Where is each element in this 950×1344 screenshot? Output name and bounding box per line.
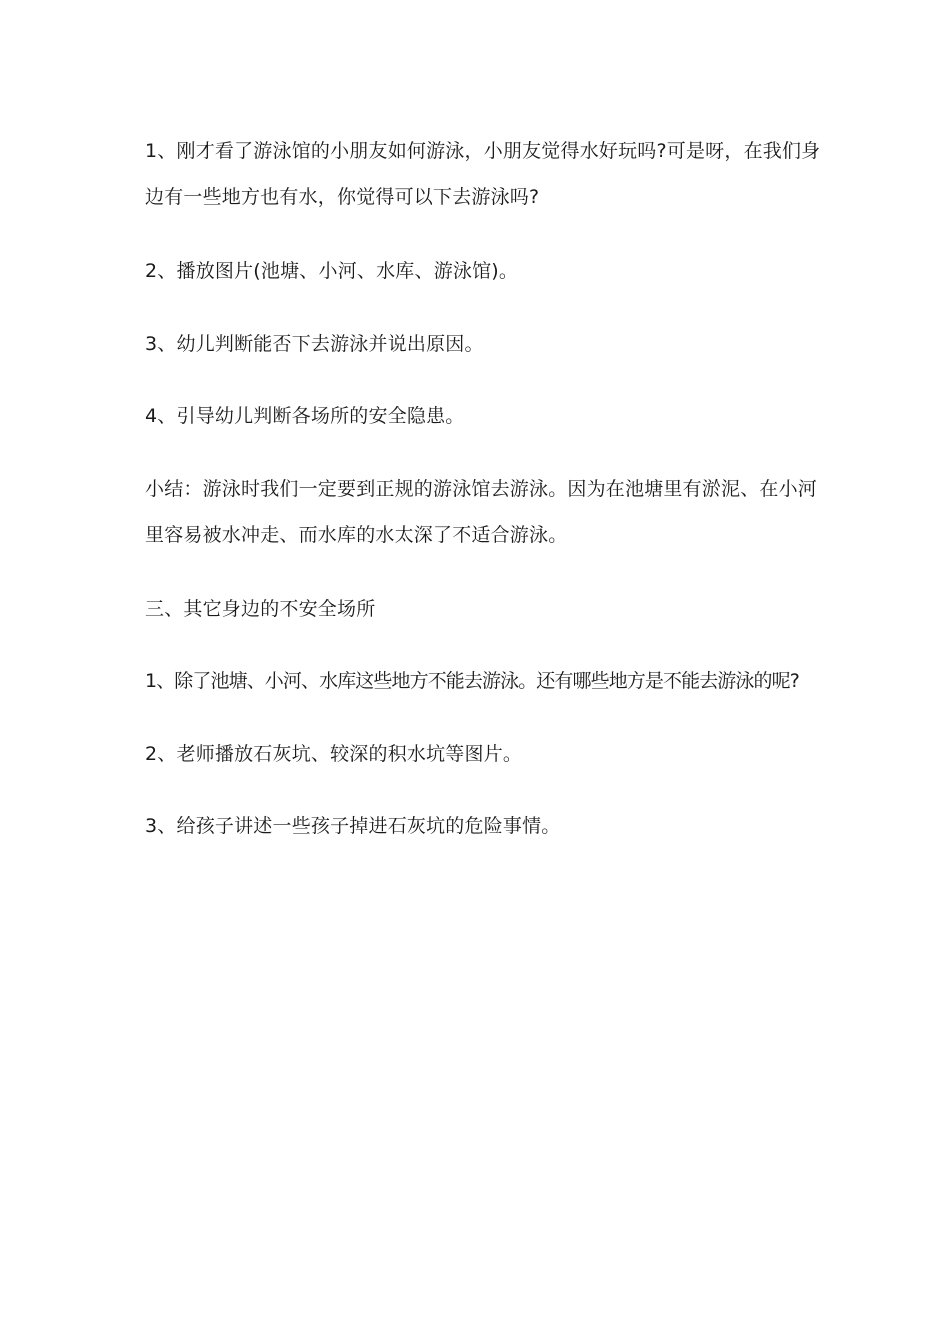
summary-paragraph [145, 466, 818, 558]
paragraph-line: 边有一些地方也有水，你觉得可以下去游泳吗? [145, 186, 540, 208]
paragraph-5 [145, 658, 815, 704]
paragraph-line: 3、幼儿判断能否下去游泳并说出原因。 [145, 333, 484, 355]
paragraph-line: 里容易被水冲走、而水库的水太深了不适合游泳。 [145, 524, 568, 546]
section-heading [145, 586, 815, 632]
paragraph-line: 4、引导幼儿判断各场所的安全隐患。 [145, 405, 465, 427]
paragraph-line: 3、给孩子讲述一些孩子掉进石灰坑的危险事情。 [145, 815, 561, 837]
paragraph-4 [145, 393, 815, 439]
paragraph-2 [145, 248, 815, 294]
paragraph-6 [145, 731, 815, 777]
paragraph-line: 1、除了池塘、小河、水库这些地方不能去游泳。还有哪些地方是不能去游泳的呢? [145, 670, 799, 692]
paragraph-line: 2、老师播放石灰坑、较深的积水坑等图片。 [145, 743, 523, 765]
paragraph-1 [145, 128, 821, 220]
paragraph-7 [145, 803, 815, 849]
paragraph-line: 小结：游泳时我们一定要到正规的游泳馆去游泳。因为在池塘里有淤泥、在小河 [145, 478, 818, 500]
paragraph-line: 三、其它身边的不安全场所 [145, 598, 376, 620]
paragraph-line: 1、刚才看了游泳馆的小朋友如何游泳，小朋友觉得水好玩吗?可是呀，在我们身 [145, 140, 821, 162]
paragraph-line: 2、播放图片(池塘、小河、水库、游泳馆)。 [145, 260, 519, 282]
paragraph-3 [145, 321, 815, 367]
